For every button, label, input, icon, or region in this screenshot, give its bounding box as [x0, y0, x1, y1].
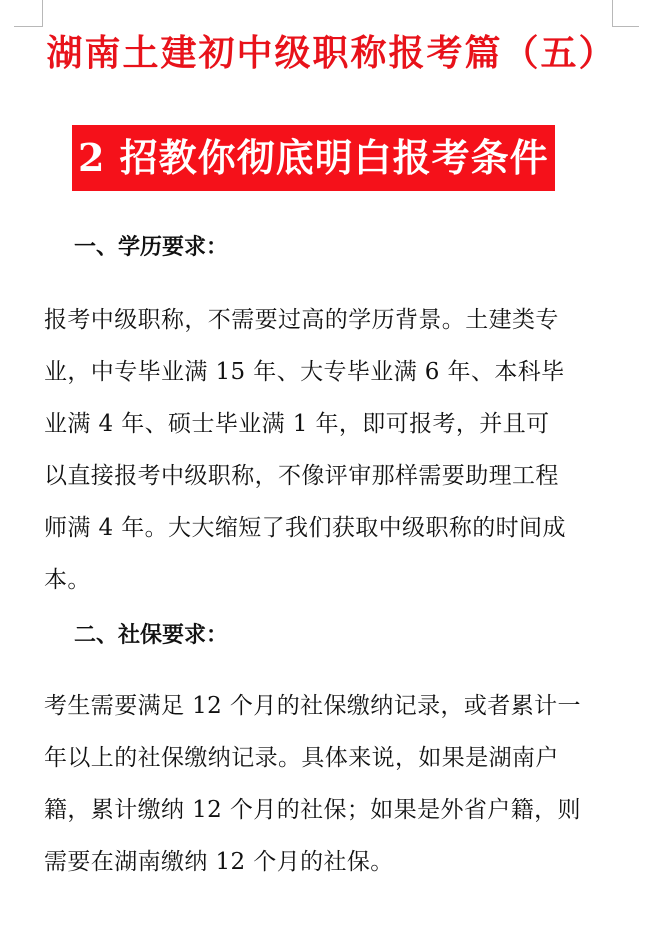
crop-mark-top-left — [14, 0, 43, 27]
document-title: 湖南土建初中级职称报考篇（五） — [46, 32, 617, 74]
paragraph-line: 籍，累计缴纳 12 个月的社保；如果是外省户籍，则 — [44, 797, 581, 823]
paragraph-line: 需要在湖南缴纳 12 个月的社保。 — [44, 849, 394, 875]
paragraph-line: 业满 4 年、硕士毕业满 1 年，即可报考，并且可 — [44, 411, 550, 437]
paragraph-line: 以直接报考中级职称，不像评审那样需要助理工程 — [44, 463, 559, 489]
paragraph-line: 本。 — [44, 567, 91, 593]
paragraph-line: 业，中专毕业满 15 年、大专毕业满 6 年、本科毕 — [44, 359, 565, 385]
section-heading-social-insurance: 二、社保要求： — [74, 622, 229, 648]
paragraph-education — [44, 294, 624, 606]
paragraph-social-insurance — [44, 680, 624, 888]
crop-mark-top-right — [612, 0, 639, 27]
paragraph-line: 报考中级职称，不需要过高的学历背景。土建类专 — [44, 307, 559, 333]
paragraph-line: 年以上的社保缴纳记录。具体来说，如果是湖南户 — [44, 745, 559, 771]
paragraph-line: 师满 4 年。大大缩短了我们获取中级职称的时间成 — [44, 515, 566, 541]
title-banner: 2 招教你彻底明白报考条件 — [72, 125, 555, 191]
section-heading-education: 一、学历要求： — [74, 234, 229, 260]
paragraph-line: 考生需要满足 12 个月的社保缴纳记录，或者累计一 — [44, 693, 581, 719]
